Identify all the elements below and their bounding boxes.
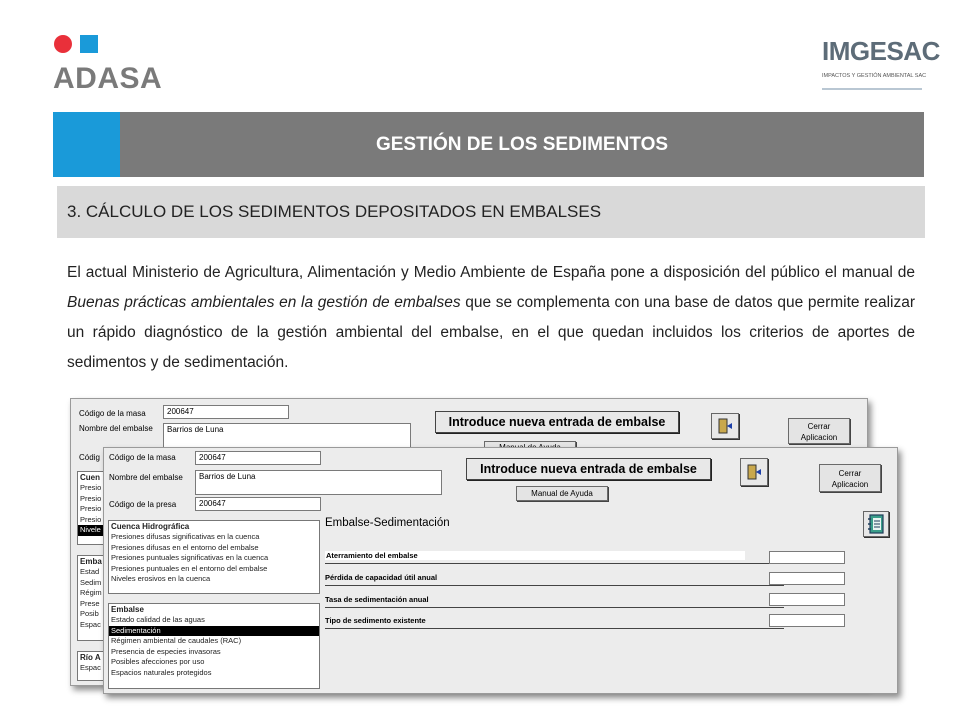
list-item-selected[interactable]: Sedimentación	[109, 626, 319, 637]
list-item[interactable]: Presio	[80, 483, 102, 492]
embalse-header-back: Emba	[80, 557, 102, 566]
list-item[interactable]: Presio	[80, 504, 102, 513]
sed-row-divider	[325, 607, 784, 608]
list-item[interactable]: Nivele	[78, 525, 116, 536]
nombre-embalse-label: Nombre del embalse	[79, 424, 153, 433]
list-item[interactable]: Régim	[80, 588, 102, 597]
body-paragraph	[67, 258, 915, 378]
close-app-button[interactable]	[819, 464, 881, 492]
list-item[interactable]: Posibles afecciones por uso	[111, 657, 205, 666]
section-subtitle: 3. CÁLCULO DE LOS SEDIMENTOS DEPOSITADOS EN EMBALSES	[57, 186, 925, 238]
new-entry-button[interactable]: Introduce nueva entrada de embalse	[435, 411, 679, 433]
codigo-masa-label: Código de la masa	[79, 409, 146, 418]
perdida-capacidad-field[interactable]	[769, 572, 845, 585]
nombre-embalse-field[interactable]: Barrios de Luna	[195, 470, 442, 495]
close-app-button-label: Cerrar Aplicacion	[831, 469, 869, 489]
list-item[interactable]: Posib	[80, 609, 99, 618]
tasa-sedimentacion-field[interactable]	[769, 593, 845, 606]
cuenca-header: Cuenca Hidrográfica	[111, 522, 190, 531]
door-exit-icon	[746, 464, 762, 480]
sed-row-divider	[325, 585, 784, 586]
codigo-masa-field[interactable]: 200647	[195, 451, 321, 465]
list-item[interactable]: Estad	[80, 567, 100, 576]
list-item[interactable]: Presiones difusas significativas en la cuenca	[111, 532, 260, 541]
body-text-part1: El actual Ministerio de Agricultura, Alimentación y Medio Ambiente de España pone a disposición del público el manual de	[67, 264, 915, 281]
close-app-button[interactable]	[788, 418, 850, 444]
sed-row-divider	[325, 563, 784, 564]
list-item[interactable]: Estado calidad de las aguas	[111, 615, 205, 624]
notebook-button[interactable]	[863, 511, 889, 537]
body-text-italic-title: Buenas prácticas ambientales en la gestión de embalses	[67, 294, 461, 311]
list-item[interactable]: Presiones puntuales significativas en la cuenca	[111, 553, 269, 562]
nombre-embalse-field[interactable]: Barrios de Luna	[163, 423, 411, 453]
list-item[interactable]: Espacios naturales protegidos	[111, 667, 212, 677]
list-item[interactable]: Espac	[80, 619, 101, 629]
tipo-sedimento-field[interactable]	[769, 614, 845, 627]
codigo-presa-field[interactable]: 200647	[195, 497, 321, 511]
cuenca-header-back: Cuen	[80, 473, 100, 482]
sed-row-tipo: Tipo de sedimento existente	[325, 616, 426, 625]
exit-button[interactable]	[711, 413, 739, 439]
imgesac-logo-text: IMGESAC	[822, 36, 940, 66]
codigo-masa-field[interactable]: 200647	[163, 405, 289, 419]
adasa-logo-blue-square	[80, 35, 98, 53]
list-item[interactable]: Presio	[80, 493, 102, 503]
embalse-header: Embalse	[111, 605, 144, 614]
aterramiento-field[interactable]	[769, 551, 845, 564]
section-title-sedimentacion: Embalse-Sedimentación	[325, 517, 450, 529]
imgesac-logo-underline	[822, 88, 922, 90]
sed-row-divider	[325, 628, 784, 629]
embalse-list[interactable]	[108, 603, 320, 689]
sed-row-aterramiento: Aterramiento del embalse	[325, 551, 745, 560]
sed-row-tasa: Tasa de sedimentación anual	[325, 595, 429, 604]
nombre-embalse-label: Nombre del embalse	[109, 473, 183, 482]
list-item[interactable]: Régimen ambiental de caudales (RAC)	[111, 636, 242, 645]
list-item[interactable]: Prese	[80, 598, 100, 608]
app-window-front	[103, 447, 898, 694]
list-item[interactable]: Sedim	[80, 577, 102, 587]
new-entry-button[interactable]: Introduce nueva entrada de embalse	[466, 458, 711, 480]
list-item[interactable]: Niveles erosivos en la cuenca	[111, 574, 211, 583]
codigo-presa-label: Código de la presa	[109, 500, 177, 509]
list-item[interactable]: Presiones puntuales en el entorno del embalse	[111, 563, 268, 573]
adasa-logo-red-dot	[54, 35, 72, 53]
exit-button[interactable]	[740, 458, 768, 486]
codigo-masa-label: Código de la masa	[109, 453, 176, 462]
imgesac-logo	[822, 36, 940, 92]
imgesac-logo-subtitle: IMPACTOS Y GESTIÓN AMBIENTAL SAC	[822, 73, 927, 79]
manual-ayuda-button[interactable]: Manual de Ayuda	[516, 486, 608, 501]
title-accent-block	[53, 112, 120, 177]
close-app-button-label: Cerrar Aplicacion	[800, 422, 838, 442]
codigo-presa-label: Códig	[79, 453, 100, 462]
cuenca-list[interactable]	[108, 520, 320, 594]
body-text-part2: que se complementa con una base de datos que permite realizar un rápido diagnóstico de la gestión ambiental del embalse, en el que quedan incluidos los criterios de aportes de sedimentos y de sedimentación.	[67, 294, 916, 371]
list-item[interactable]: Presiones difusas en el entorno del embalse	[111, 542, 259, 552]
page-title: GESTIÓN DE LOS SEDIMENTOS	[120, 112, 924, 177]
list-item[interactable]: Espac	[80, 663, 101, 672]
door-exit-icon	[717, 418, 733, 434]
rio-header-back: Río A	[80, 653, 101, 662]
adasa-logo-text: ADASA	[53, 62, 163, 95]
list-item[interactable]: Presio	[80, 514, 102, 524]
list-item[interactable]: Presencia de especies invasoras	[111, 646, 221, 656]
sed-row-perdida: Pérdida de capacidad útil anual	[325, 573, 438, 582]
notebook-icon	[867, 514, 885, 534]
